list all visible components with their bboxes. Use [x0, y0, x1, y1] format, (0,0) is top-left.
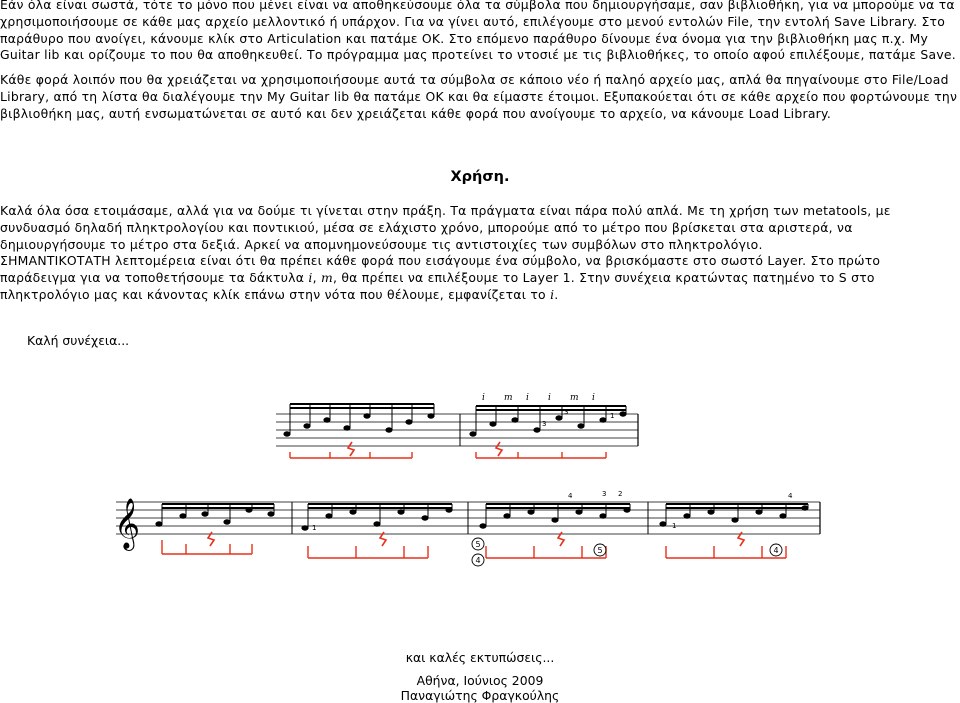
staff-1-right-notes — [469, 393, 626, 458]
continue-text: Καλή συνέχεια... — [27, 333, 130, 348]
rest-symbol — [348, 442, 354, 456]
fret-number: 2 — [618, 490, 623, 498]
string-number: 4 — [773, 546, 779, 555]
section-heading: Χρήση. — [450, 169, 510, 185]
finger-label: i — [548, 393, 551, 403]
staff-2-measure-3 — [479, 504, 630, 558]
finger-label: i — [482, 393, 485, 403]
string-number: 4 — [475, 556, 481, 565]
finger-i-symbol-2: i — [550, 286, 555, 302]
notation-staff-2 — [112, 484, 834, 570]
finger-label: m — [570, 393, 579, 403]
fret-number: 3 — [602, 490, 607, 498]
string-number: 5 — [475, 540, 481, 549]
fret-number: 1 — [672, 522, 677, 530]
usage-text-b: , θα πρέπει να επιλέξουμε το Layer 1. Στην συνέχεια κρατώντας πατημένο το S στο πληκτρολόγιο μας και κάνοντας κλίκ επάνω στην νότα που θέλουμε, εμφανίζεται το — [0, 269, 875, 302]
circled-string-numbers — [472, 538, 782, 566]
rest-symbol — [496, 442, 502, 456]
finger-label: i — [526, 393, 529, 403]
usage-paragraph-1: Καλά όλα όσα ετοιμάσαμε, αλλά για να δούμε τι γίνεται στην πράξη. Τα πράγματα είναι πάρα πολύ απλά. Με τη χρήση των metatools, με συνδυασμό δηλαδή πληκτρολογίου και ποντικιού, μέσα σε ελάχιστο χρόνο, μπορούμε από το μέτρο που βρίσκεται στα αριστερά, να δημιουργήσουμε το μέτρο στα δεξιά. Αρκεί να απομνημονεύσουμε τις αντιστοιχίες των συμβόλων στο πληκτρολόγιο. — [0, 203, 891, 252]
staff-2-measure-2 — [301, 504, 452, 558]
treble-clef-icon: 𝄞 — [114, 498, 141, 549]
fret-number: 4 — [788, 492, 793, 500]
closing-text: και καλές εκτυπώσεις... — [405, 650, 555, 665]
intro-paragraph-1: Εάν όλα είναι σωστά, τότε το μόνο που μένει είναι να αποθηκεύσουμε όλα τα σύμβολα που δημιουργήσαμε, σαν βιβλιοθήκη, για να μπορούμε να τα χρησιμοποιήσουμε σε κάθε μας αρχείο μελλοντικό ή υπάρχον. Για να γίνει αυτό, επιλέγουμε στο μενού εντολών File, την εντολή Save Library. Στο παράθυρο που ανοίγει, κάνουμε κλίκ στο Articulation και πατάμε ΟΚ. Στο επόμενο παράθυρο δίνουμε ένα όνομα για την βιβλιοθήκη μας π.χ. My Guitar lib και ορίζουμε το που θα αποθηκευθεί. Το πρόγραμμα μας προτείνει το ντοσιέ με τις βιβλιοθήκες, το οποίο αφού επιλέξουμε, πατάμε Save. — [0, 0, 956, 63]
fret-number: 3 — [542, 420, 547, 428]
string-number: 5 — [597, 546, 603, 555]
usage-text-end: . — [554, 286, 559, 302]
fret-number: 3 — [564, 408, 569, 416]
staff-1-left-notes — [283, 404, 434, 458]
signature-author: Παναγιώτης Φραγκούλης — [400, 688, 560, 703]
fret-number: 4 — [568, 492, 573, 500]
usage-paragraph-2 — [0, 253, 958, 303]
staff-2-measure-1 — [155, 504, 274, 554]
usage-text-a: ΣΗΜΑΝΤΙΚΟΤΑΤΗ λεπτομέρεια είναι ότι θα πρέπει κάθε φορά που εισάγουμε ένα σύμβολο, να βρισκόμαστε στο σωστό Layer. Στο πρώτο παράδειγμα για να τοποθετήσουμε τα δάκτυλα — [0, 253, 881, 285]
finger-label: i — [592, 393, 595, 403]
signature-place-date: Αθήνα, Ιούνιος 2009 — [416, 673, 544, 688]
finger-i-symbol: i — [308, 269, 313, 285]
finger-label: m — [504, 393, 513, 403]
finger-m-symbol: m — [320, 269, 333, 285]
staff-2-measure-4 — [659, 504, 808, 558]
intro-paragraph-2: Κάθε φορά λοιπόν που θα χρειάζεται να χρησιμοποιήσουμε αυτά τα σύμβολα σε κάποιο νέο ή παληό αρχείο μας, απλά θα πηγαίνουμε στο File/Load Library, από τη λίστα θα διαλέγουμε την My Guitar lib θα πατάμε ΟΚ και θα είμαστε έτοιμοι. Εξυπακούεται ότι σε κάθε αρχείο που φορτώνουμε την βιβλιοθήκη μας, αυτή ενσωματώνεται σε αυτό και δεν χρειάζεται κάθε φορά που ανοίγουμε το αρχείο, να κάνουμε Load Library. — [0, 72, 958, 121]
usage-sep: , — [312, 269, 321, 285]
fret-number: 1 — [312, 524, 317, 532]
notation-staff-1 — [270, 390, 650, 470]
fret-number: 1 — [610, 412, 615, 420]
